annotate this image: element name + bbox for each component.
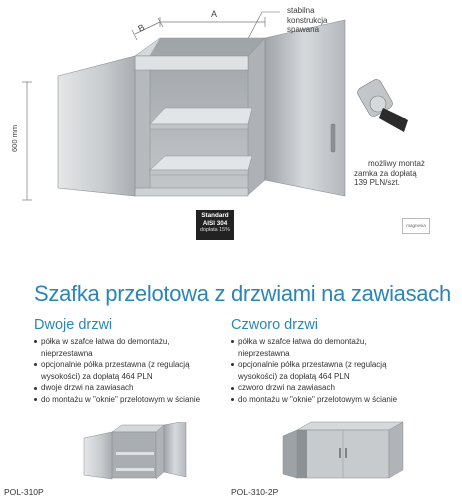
dimension-height-label: 600 mm — [10, 124, 19, 152]
model-code-two-doors: POL-310P — [4, 487, 44, 497]
door-right — [265, 20, 345, 196]
model-code-four-doors: POL-310-2P — [231, 487, 279, 497]
feature-list-two-doors — [34, 336, 234, 406]
door-left — [58, 56, 135, 196]
feature-item: do montażu w "oknie" przelotowym w ścianie — [231, 394, 456, 406]
construction-callout-line: stabilna — [287, 6, 315, 15]
feature-item: czworo drzwi na zawiasach — [231, 382, 456, 394]
thumbnail-four-doors — [277, 418, 407, 490]
badge-line-surcharge: dopłata 15% — [200, 227, 230, 234]
feature-item: opcjonalnie półka przestawna (z regulacją — [231, 359, 456, 371]
dimension-a-label: A — [211, 9, 218, 19]
lock-callout-line: zamka za dopłatą — [354, 168, 417, 178]
feature-item: półka w szafce łatwa do demontażu, — [231, 336, 456, 348]
feature-item: do montażu w "oknie" przelotowym w ścianie — [34, 394, 234, 406]
aisi-standard-badge — [196, 210, 234, 240]
cabinet-front-top — [135, 56, 248, 70]
door-lock-icon — [331, 124, 335, 152]
brand-logo: magnesia — [402, 218, 430, 234]
feature-item: półka w szafce łatwa do demontażu, — [34, 336, 234, 348]
lock-callout — [354, 159, 425, 188]
construction-callout — [287, 6, 327, 35]
feature-item: wysokości) za dopłatą 464 PLN — [238, 371, 350, 381]
feature-item: nieprzestawna — [41, 348, 93, 358]
feature-item: opcjonalnie półka przestawna (z regulacją — [34, 359, 234, 371]
cabinet-left-side — [135, 56, 150, 195]
construction-callout-line: spawana — [287, 25, 320, 34]
lock-callout-line: możliwy montaż — [368, 159, 425, 168]
key-lock-icon — [356, 78, 408, 132]
cabinet-bottom — [135, 188, 248, 196]
shelf-upper — [150, 108, 252, 124]
feature-item: nieprzestawna — [238, 348, 290, 358]
badge-line-aisi: AISI 304 — [202, 219, 228, 227]
feature-item: dwoje drzwi na zawiasach — [34, 382, 234, 394]
column-heading-two-doors: Dwoje drzwi — [34, 317, 113, 333]
column-heading-four-doors: Czworo drzwi — [231, 317, 319, 333]
cabinet-right-side — [248, 38, 265, 195]
dimension-b-label: B — [136, 22, 147, 34]
shelf-lower — [150, 156, 252, 170]
badge-line-standard: Standard — [201, 212, 229, 219]
lock-callout-line: 139 PLN/szt. — [354, 178, 400, 187]
thumbnail-two-doors — [78, 422, 188, 488]
feature-list-four-doors — [231, 336, 456, 406]
page-title: Szafka przelotowa z drzwiami na zawiasach — [34, 281, 451, 306]
feature-item: wysokości) za dopłatą 464 PLN — [41, 371, 153, 381]
construction-callout-line: konstrukcja — [287, 15, 328, 25]
